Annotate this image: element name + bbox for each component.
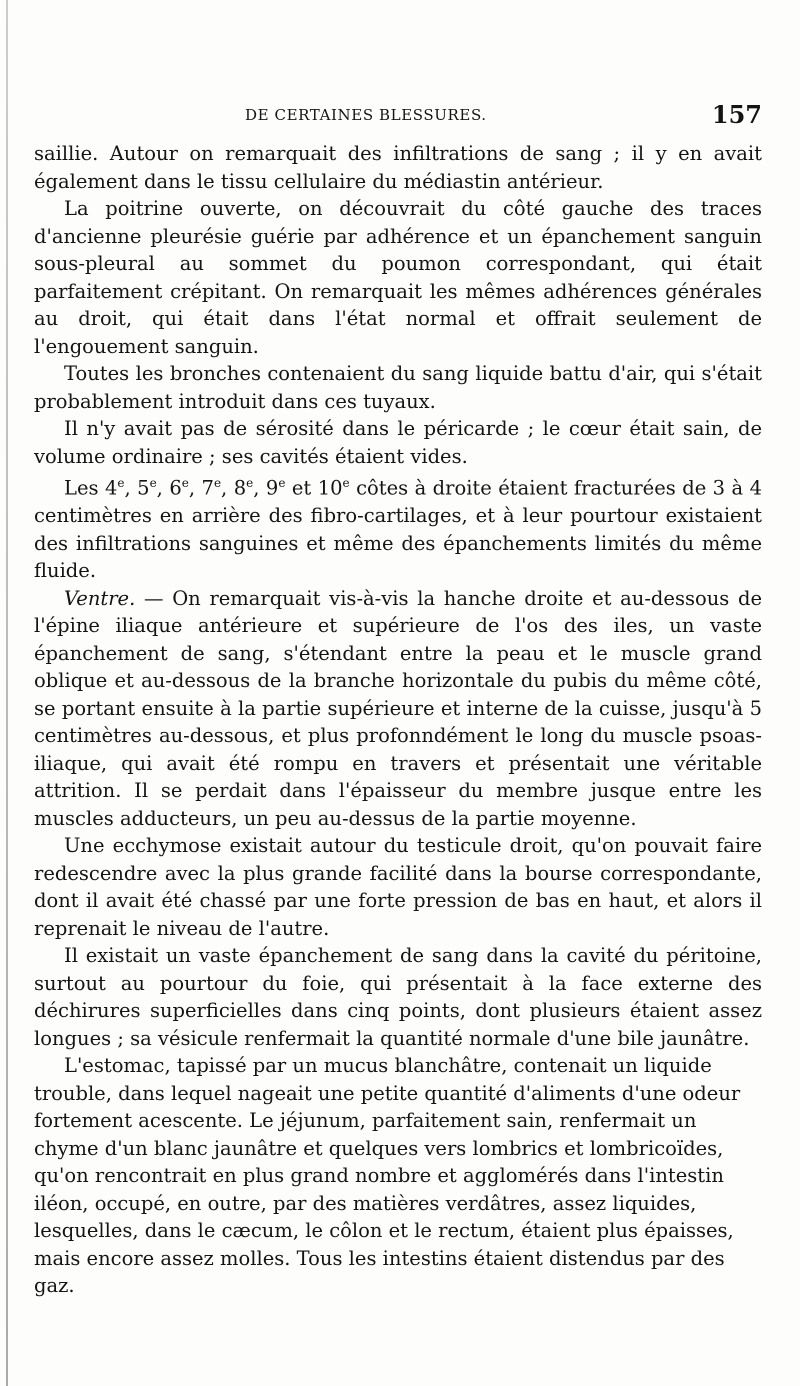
page-header [30,100,762,132]
paragraph-8: Il existait un vaste épanchement de sang dans la cavité du péritoine, surtout au pourtour du foie, qui présentait à la face externe des déchirures superficielles dans cinq points, dont plusieurs étaient assez longues ; sa vésicule renfermait la quantité normale d'une bile jaunâtre. [34,944,762,1050]
body-text [34,140,762,1300]
paragraph-2: La poitrine ouverte, on découvrait du côté gauche des traces d'ancienne pleurésie guérie par adhérence et un épanchement sanguin sous-pleural au sommet du poumon correspondant, qui était parfaitement crépitant. On remarquait les mêmes adhérences générales au droit, qui était dans l'état normal et offrait seulement de l'engouement sanguin. [34,197,762,358]
paragraph-6 [34,585,762,833]
running-head: DE CERTAINES BLESSURES. [245,106,487,124]
page-number: 157 [711,100,762,129]
paragraph-4: Il n'y avait pas de sérosité dans le péricarde ; le cœur était sain, de volume ordinaire ; ses cavités étaient vides. [34,417,762,468]
paragraph-1: saillie. Autour on remarquait des infiltrations de sang ; il y en avait également dans le tissu cellulaire du médiastin antérieur. [34,142,762,193]
ventre-label: Ventre. [64,586,136,610]
paragraph-5: Les 4e, 5e, 6e, 7e, 8e, 9e et 10e côtes à droite étaient fracturées de 3 à 4 centimètres en arrière des fibro-cartilages, et à leur pourtour existaient des infiltrations sanguines et même des épanchements limités du même fluide. [34,476,763,582]
paragraph-9: L'estomac, tapissé par un mucus blanchâtre, contenait un liquide trouble, dans lequel nageait une petite quantité d'aliments d'une odeur fortement acescente. Le jéjunum, parfaitement sain, renfermait un chyme d'un blanc jaunâtre et quelques vers lombrics et lombricoïdes, qu'on rencontrait en plus grand nombre et agglomérés dans l'intestin iléon, occupé, en outre, par des matières verdâtres, assez liquides, lesquelles, dans le cæcum, le côlon et le rectum, étaient plus épaisses, mais encore assez molles. Tous les intestins étaient distendus par des gaz. [34,1054,741,1297]
paragraph-7: Une ecchymose existait autour du testicule droit, qu'on pouvait faire redescendre avec la plus grande facilité dans la bourse correspondante, dont il avait été chassé par une forte pression de bas en haut, et alors il reprenait le niveau de l'autre. [34,834,762,940]
paragraph-3: Toutes les bronches contenaient du sang liquide battu d'air, qui s'était probablement introduit dans ces tuyaux. [34,362,762,413]
paragraph-6-text: — On remarquait vis-à-vis la hanche droite et au-dessous de l'épine iliaque antérieure et supérieure de l'os des iles, un vaste épanchement de sang, s'étendant entre la peau et le muscle grand oblique et au-dessous de la branche horizontale du pubis du même côté, se portant ensuite à la partie supérieure et interne de la cuisse, jusqu'à 5 centimètres au-dessous, et plus profonndément le long du muscle psoas-iliaque, qui avait été rompu en travers et présentait une véritable attrition. Il se perdait dans l'épaisseur du membre jusque entre les muscles adducteurs, un peu au-dessus de la partie moyenne. [34,586,762,830]
